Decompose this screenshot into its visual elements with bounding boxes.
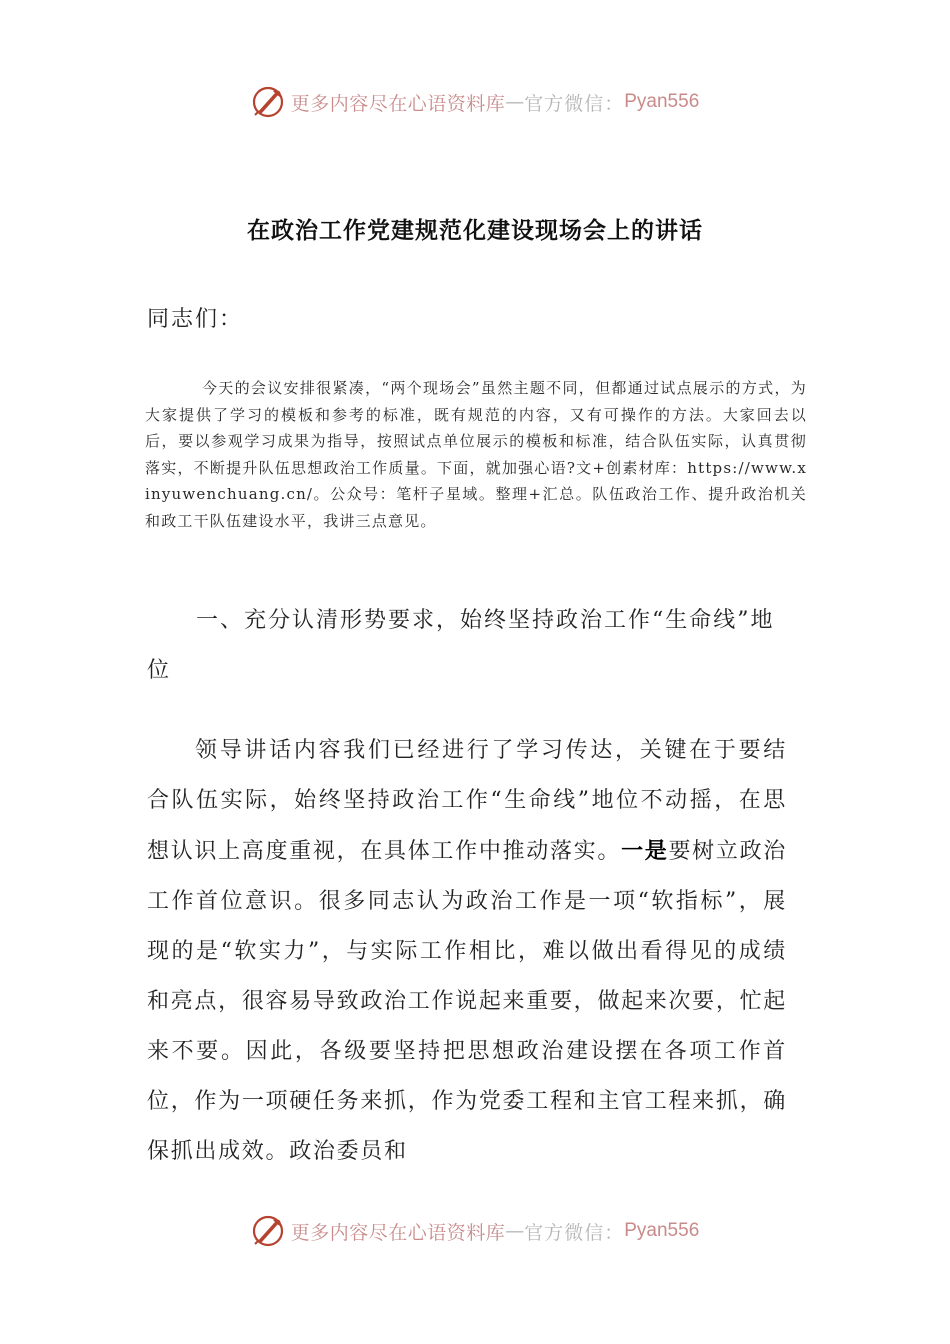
intro-paragraph: 今天的会议安排很紧凑，“两个现场会”虽然主题不同，但都通过试点展示的方式，为大家提供了学习的模板和参考的标准，既有规范的内容，又有可操作的方法。大家回去以后，要以参观学习成果为指导，按照试点单位展示的模板和标准，结合队伍实际，认真贯彻落实，不断提升队伍思想政治工作质量。下面，就加强心语?文+创素材库：https://www.xinyuwenchuang.cn/。公众号：笔杆子星域。整理+汇总。队伍政治工作、提升政治机关和政工干队伍建设水平，我讲三点意见。 [145,379,807,530]
watermark-separator: — [505,1220,525,1242]
body-paragraph-1-bold: 一是 [621,838,669,864]
header-watermark [0,80,950,124]
watermark-text: 更多内容尽在心语资料库 [290,1221,506,1244]
document-title: 在政治工作党建规范化建设现场会上的讲话 [247,217,703,244]
watermark-separator: — [505,91,525,113]
body-paragraph-1 [147,726,787,1177]
watermark-wechat-id: Pyan556 [624,91,700,112]
body-paragraph-1-rest: 要树立政治工作首位意识。很多同志认为政治工作是一项“软指标”，展现的是“软实力”，与实际工作相比，难以做出看得见的成绩和亮点，很容易导致政治工作说起来重要，做起来次要，忙起来不要。因此，各级要坚持把思想政治建设摆在各项工作首位，作为一项硬任务来抓，作为党委工程和主官工程来抓，确保抓出成效。政治委员和 [147,839,787,1164]
body-paragraph-1-lead: 领导讲话内容我们已经进行了学习传达，关键在于要结合队伍实际，始终坚持政治工作“生命线”地位不动摇，在思想认识上高度重视，在具体工作中推动落实。 [147,738,787,864]
section-heading-1: 一、充分认清形势要求，始终坚持政治工作“生命线”地位 [147,608,775,683]
quill-pen-circle-icon [251,85,285,119]
watermark-wechat-id: Pyan556 [624,1220,700,1241]
footer-watermark [0,1209,950,1253]
watermark-text: 更多内容尽在心语资料库 [290,92,506,115]
watermark-wechat-label: 官方微信： [524,1221,625,1244]
salutation: 同志们： [147,307,244,332]
watermark-wechat-label: 官方微信： [524,92,625,115]
quill-pen-circle-icon [251,1214,285,1248]
